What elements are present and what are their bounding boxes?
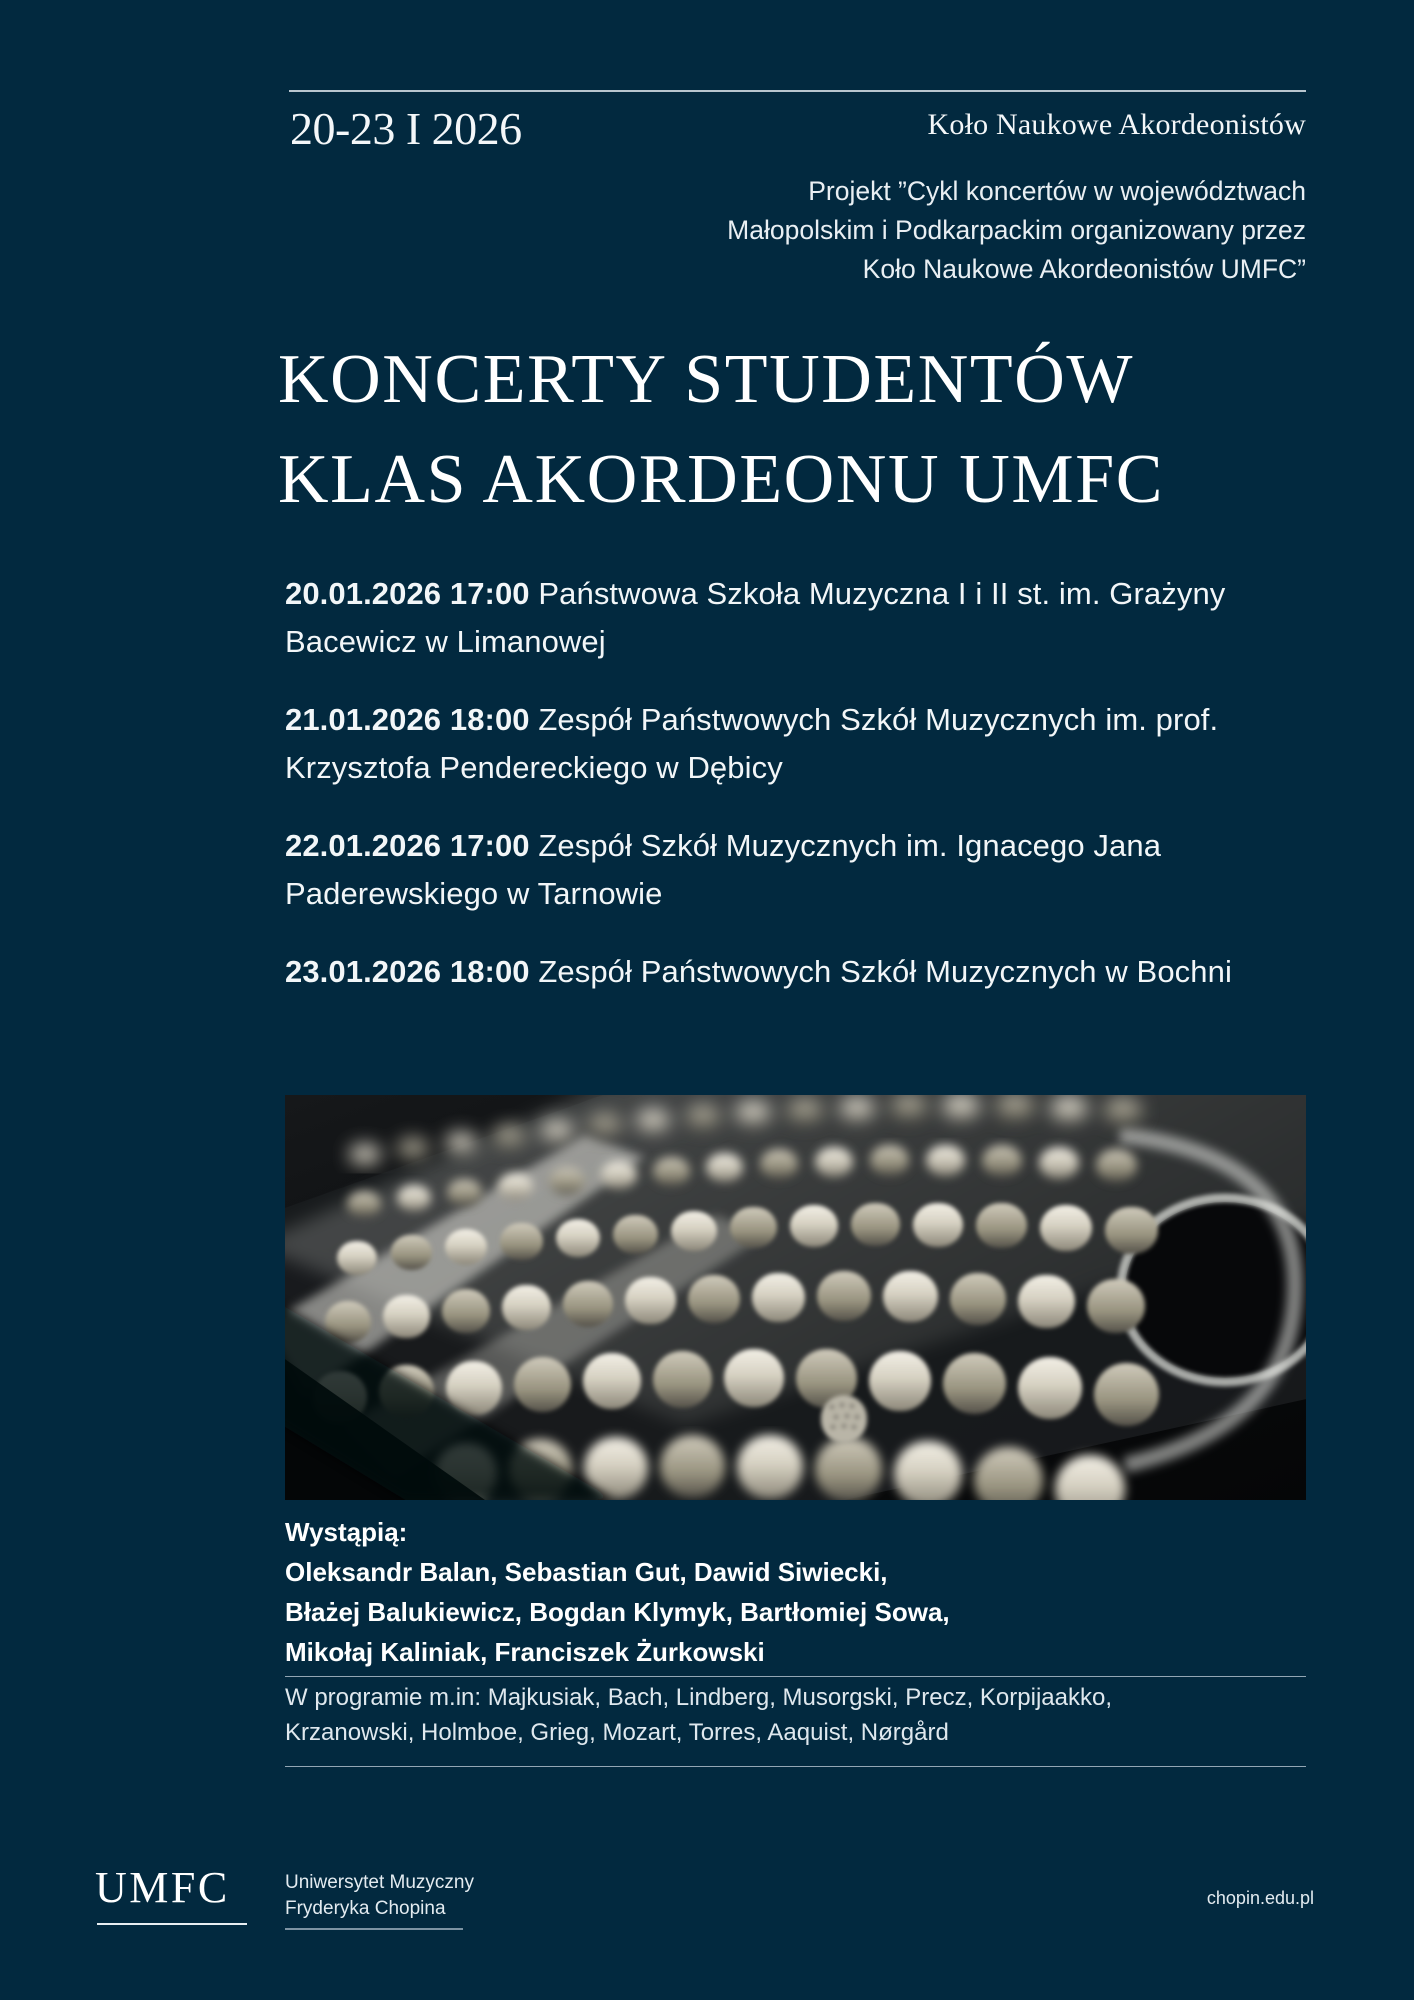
concert-venue: Zespół Szkół Muzycznych im. Ignacego Jana Paderewskiego w Tarnowie: [285, 828, 1162, 911]
page-title-line-1: KONCERTY STUDENTÓW: [278, 341, 1135, 418]
concert-venue: Państwowa Szkoła Muzyczna I i II st. im. Grażyny Bacewicz w Limanowej: [285, 576, 1226, 659]
university-name-line-2: Fryderyka Chopina: [285, 1898, 446, 1919]
concert-item: [285, 696, 1315, 792]
university-name: [285, 1870, 474, 1922]
university-name-line-1: Uniwersytet Muzyczny: [285, 1872, 474, 1893]
program-block: [285, 1680, 1315, 1750]
performers-line: Oleksandr Balan, Sebastian Gut, Dawid Siwiecki,: [285, 1557, 888, 1587]
program-line: W programie m.in: Majkusiak, Bach, Lindberg, Musorgski, Precz, Korpijaakko,: [285, 1684, 1112, 1711]
university-name-underline: [285, 1928, 463, 1930]
concert-item: [285, 822, 1315, 918]
page-title-line-2: KLAS AKORDEONU UMFC: [278, 441, 1165, 518]
accordion-photo-graphic: [285, 1095, 1306, 1500]
project-description-line-2: Małopolskim i Podkarpackim organizowany przez: [727, 215, 1306, 245]
concert-datetime: 23.01.2026 18:00: [285, 954, 530, 989]
project-description-line-1: Projekt ”Cykl koncertów w województwach: [808, 176, 1306, 206]
performers-label: Wystąpią:: [285, 1517, 408, 1547]
concert-venue: Zespół Państwowych Szkół Muzycznych im. prof. Krzysztofa Pendereckiego w Dębicy: [285, 702, 1219, 785]
program-divider: [285, 1766, 1306, 1767]
project-description-line-3: Koło Naukowe Akordeonistów UMFC”: [862, 254, 1306, 284]
concert-datetime: 21.01.2026 18:00: [285, 702, 530, 737]
footer: [0, 1840, 1414, 2000]
concert-list: [285, 570, 1315, 1026]
accordion-photo: [285, 1095, 1306, 1500]
website-link[interactable]: chopin.edu.pl: [1206, 1888, 1314, 1908]
concert-datetime: 20.01.2026 17:00: [285, 576, 530, 611]
umfc-logo-underline: [97, 1923, 247, 1925]
concert-item: [285, 570, 1315, 666]
date-range: 20-23 I 2026: [290, 103, 522, 154]
organisation-name: Koło Naukowe Akordeonistów: [927, 108, 1306, 141]
performers-block: [285, 1512, 1315, 1677]
performers-line: Błażej Balukiewicz, Bogdan Klymyk, Bartłomiej Sowa,: [285, 1597, 950, 1627]
concert-venue: Zespół Państwowych Szkół Muzycznych w Bochni: [529, 954, 1232, 989]
top-divider: [289, 90, 1306, 92]
performers-line: Mikołaj Kaliniak, Franciszek Żurkowski: [285, 1637, 765, 1667]
project-description: [430, 172, 1306, 289]
program-line: Krzanowski, Holmboe, Grieg, Mozart, Torres, Aaquist, Nørgård: [285, 1719, 949, 1746]
umfc-logo: UMFC: [95, 1863, 230, 1912]
concert-item: [285, 948, 1315, 996]
concert-datetime: 22.01.2026 17:00: [285, 828, 530, 863]
page-title: [278, 330, 1308, 530]
performers-divider: [285, 1676, 1306, 1677]
